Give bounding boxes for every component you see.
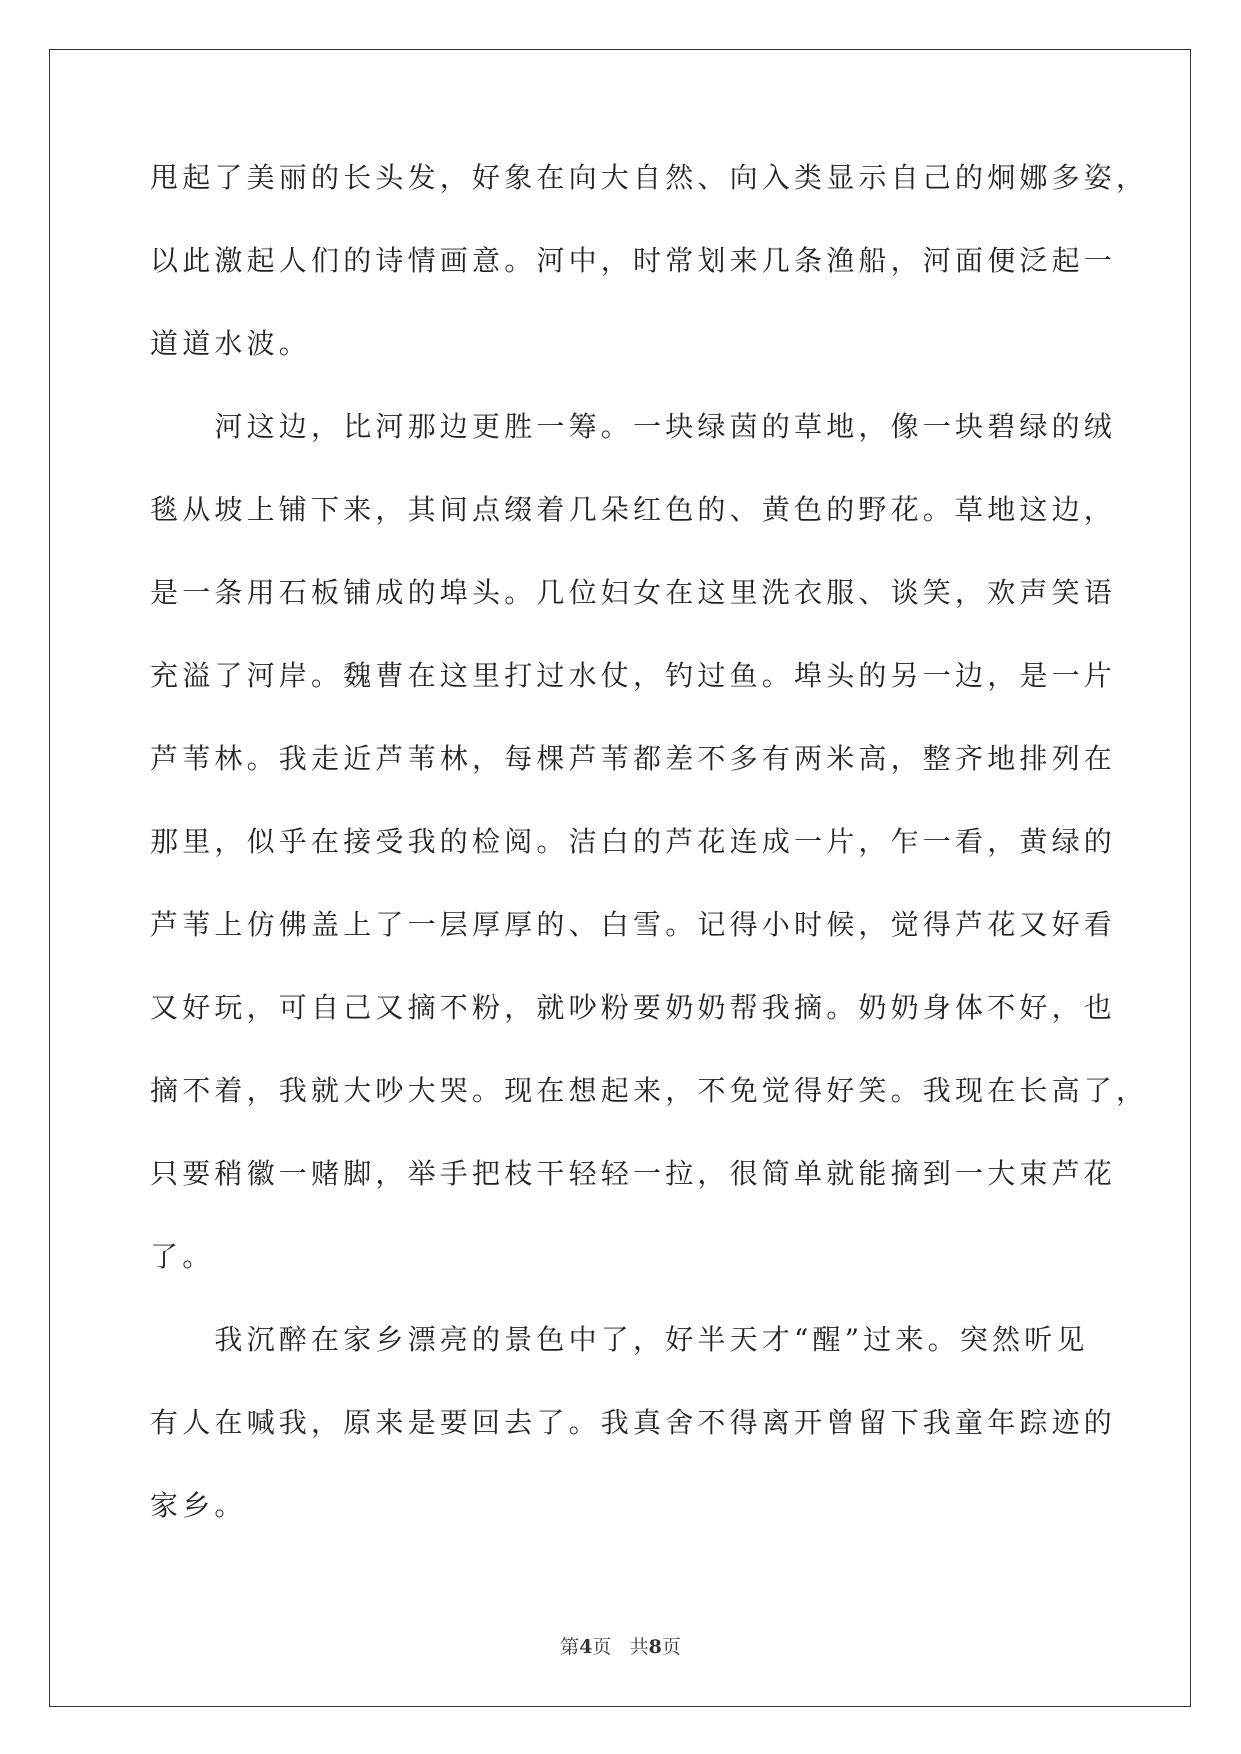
document-body bbox=[150, 160, 1149, 1571]
footer-total-suffix: 页 bbox=[661, 1636, 681, 1658]
text-line: 甩起了美丽的长头发，好象在向大自然、向入类显示自己的炯娜多姿， bbox=[150, 161, 1149, 194]
text-line: 了。 bbox=[150, 1240, 215, 1273]
footer-prefix: 第 bbox=[560, 1636, 580, 1658]
text-line: 那里，似乎在接受我的检阅。洁白的芦花连成一片，乍一看，黄绿的 bbox=[150, 825, 1117, 858]
text-line: 有人在喊我，原来是要回去了。我真舍不得离开曾留下我童年踪迹的 bbox=[150, 1406, 1117, 1439]
footer-page-suffix: 页 bbox=[592, 1636, 612, 1658]
text-line: 芦苇林。我走近芦苇林，每棵芦苇都差不多有两米高，整齐地排列在 bbox=[150, 742, 1117, 775]
text-line: 以此激起人们的诗情画意。河中，时常划来几条渔船，河面便泛起一 bbox=[150, 244, 1117, 277]
text-line: 芦苇上仿佛盖上了一层厚厚的、白雪。记得小时候，觉得芦花又好看 bbox=[150, 908, 1117, 941]
text-line: 毯从坡上铺下来，其间点缀着几朵红色的、黄色的野花。草地这边， bbox=[150, 493, 1117, 526]
text-line: 河这边，比河那边更胜一筹。一块绿茵的草地，像一块碧绿的绒 bbox=[150, 410, 1117, 443]
footer-total-prefix: 共 bbox=[629, 1636, 649, 1658]
total-page-count: 8 bbox=[648, 1636, 662, 1658]
text-line: 道道水波。 bbox=[150, 327, 312, 360]
text-line: 只要稍徽一赌脚，举手把枝干轻轻一拉，很简单就能摘到一大束芦花 bbox=[150, 1157, 1117, 1190]
text-line: 又好玩，可自己又摘不粉，就吵粉要奶奶帮我摘。奶奶身体不好，也 bbox=[150, 991, 1117, 1024]
text-line: 家乡。 bbox=[150, 1489, 247, 1522]
text-line: 充溢了河岸。魏曹在这里打过水仗，钓过鱼。埠头的另一边，是一片 bbox=[150, 659, 1117, 692]
text-line: 摘不着，我就大吵大哭。现在想起来，不免觉得好笑。我现在长高了， bbox=[150, 1074, 1149, 1107]
text-line: 我沉醉在家乡漂亮的景色中了，好半天才“醒”过来。突然听见 bbox=[150, 1323, 1089, 1356]
page-footer bbox=[0, 1632, 1241, 1659]
text-line: 是一条用石板铺成的埠头。几位妇女在这里洗衣服、谈笑，欢声笑语 bbox=[150, 576, 1117, 609]
current-page-number: 4 bbox=[579, 1636, 593, 1658]
